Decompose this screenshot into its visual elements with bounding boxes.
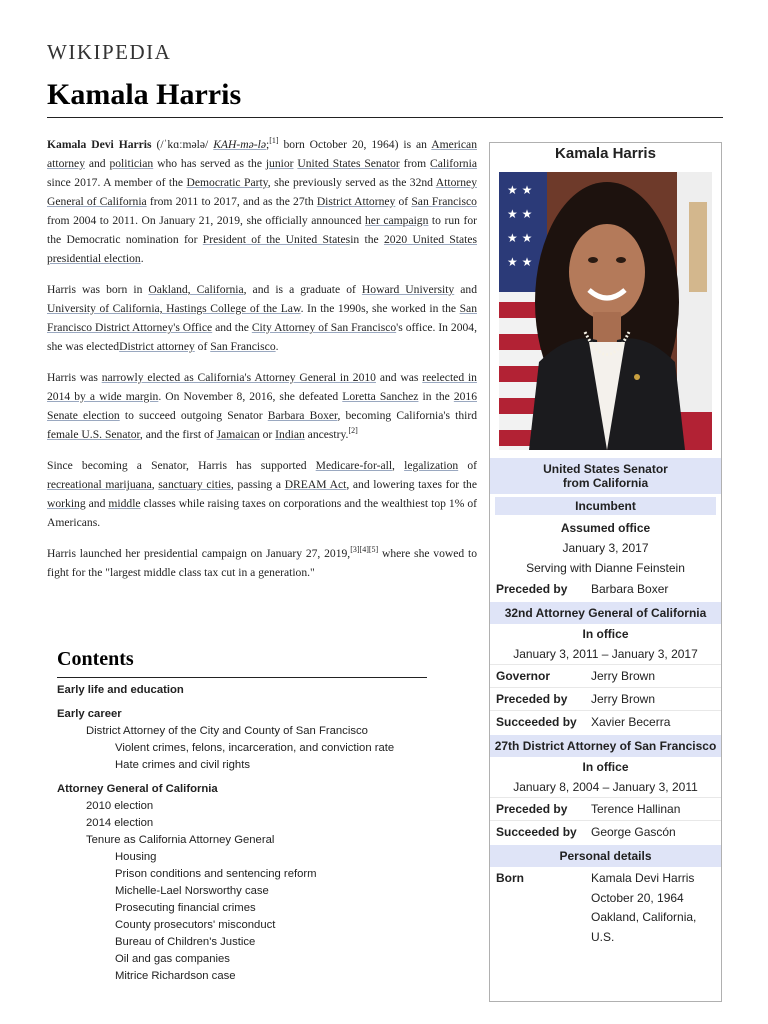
serving-with: Serving with Dianne Feinstein: [526, 561, 685, 575]
article-link[interactable]: President of the United States: [202, 233, 351, 246]
text-run: .: [140, 252, 144, 265]
office-senator-band: United States Senator from California: [490, 458, 721, 494]
toc-item[interactable]: County prosecutors' misconduct: [115, 919, 276, 931]
toc-item[interactable]: 2014 election: [86, 817, 154, 829]
article-link[interactable]: sanctuary cities: [158, 478, 231, 491]
lead-paragraph-4: [47, 456, 477, 532]
text-run: , passing a: [230, 478, 285, 491]
toc-list: [57, 682, 427, 985]
row-succeeded-by-2: [490, 710, 721, 733]
text-run: in the: [418, 390, 454, 403]
article-link[interactable]: female U.S. Senator: [47, 428, 140, 441]
article-link[interactable]: 2020 United States presidential election: [47, 233, 478, 265]
text-run: Harris was: [47, 371, 102, 384]
lead-paragraph-5: [47, 544, 477, 582]
text-run: of: [395, 195, 412, 208]
text-run: Harris was born in: [47, 283, 149, 296]
preceded-by-label: Preceded by: [496, 802, 568, 816]
infobox-title: Kamala Harris: [555, 145, 656, 162]
article-link[interactable]: San Francisco: [210, 340, 276, 353]
text-run: and: [85, 497, 109, 510]
born-label: Born: [496, 871, 524, 885]
text-run: from 2011 to 2017, and as the 27th: [146, 195, 317, 208]
office-district-attorney-band: 27th District Attorney of San Francisco: [490, 735, 721, 757]
article-link[interactable]: Democratic Party: [186, 176, 268, 189]
text-run: where she vowed to fight for the "largest middle class tax cut in a generation.": [47, 547, 477, 579]
text-run: 's office. In 2004, she was elected: [47, 321, 477, 353]
assumed-office-date: January 3, 2017: [562, 541, 649, 555]
toc-item[interactable]: Hate crimes and civil rights: [115, 759, 250, 771]
toc-item[interactable]: Michelle-Lael Norsworthy case: [115, 885, 269, 897]
text-run: of: [194, 340, 211, 353]
preceded-by-label: Preceded by: [496, 582, 568, 596]
portrait-photo: [499, 172, 712, 450]
text-run: born October 20, 1964) is an: [278, 138, 432, 151]
text-run: from 2004 to 2011. On January 21, 2019, she officially announced: [47, 214, 365, 227]
article-link[interactable]: attorney: [47, 157, 85, 170]
in-office-label: In office: [582, 627, 629, 641]
article-link[interactable]: KAH-mə-lə: [213, 138, 266, 151]
text-run: .: [275, 340, 279, 353]
text-run: of: [458, 459, 477, 472]
governor-value[interactable]: Jerry Brown: [591, 669, 656, 683]
text-run: , becoming California's third: [337, 409, 477, 422]
svg-text:★ ★: ★ ★: [507, 207, 533, 221]
page-title: Kamala Harris: [47, 78, 242, 111]
article-link[interactable]: DREAM Act: [284, 478, 347, 491]
text-run: Since becoming a Senator, Harris has supported: [47, 459, 316, 472]
text-run: , and is a graduate of: [243, 283, 362, 296]
governor-label: Governor: [496, 669, 551, 683]
born-name: Kamala Devi Harris: [591, 871, 695, 885]
article-link[interactable]: Howard University: [361, 283, 455, 296]
personal-details-band: Personal details: [490, 845, 721, 867]
citation-ref[interactable]: [3][4][5]: [350, 545, 379, 555]
article-link[interactable]: San Francisco: [411, 195, 477, 208]
in-office-label: In office: [582, 760, 629, 774]
article-lead: [47, 135, 477, 594]
text-run: ;: [266, 138, 270, 151]
article-link[interactable]: Indian: [275, 428, 305, 441]
text-run: . In the 1990s, she worked in the: [300, 302, 460, 315]
article-link[interactable]: Barbara Boxer: [267, 409, 338, 422]
toc-item[interactable]: District Attorney of the City and County of San Francisco: [86, 725, 368, 737]
infobox: [489, 142, 722, 1002]
article-link[interactable]: California: [429, 157, 477, 170]
svg-text:★ ★: ★ ★: [507, 231, 533, 245]
text-run: , she previously served as the 32nd: [267, 176, 436, 189]
article-link[interactable]: working: [47, 497, 86, 510]
row-governor: [490, 664, 721, 687]
text-run: (/ˈkɑːmələ/: [151, 138, 214, 151]
article-link[interactable]: Jamaican: [216, 428, 260, 441]
succeeded-by-label: Succeeded by: [496, 825, 577, 839]
table-of-contents: [57, 648, 427, 985]
contents-divider: [57, 677, 427, 678]
preceded-by-value[interactable]: Barbara Boxer: [591, 582, 669, 596]
article-link[interactable]: reelected in 2014 by a wide margin: [47, 371, 477, 403]
article-link[interactable]: legalization: [404, 459, 459, 472]
article-link[interactable]: narrowly elected as California's Attorney General in 2010: [101, 371, 376, 384]
toc-item[interactable]: Early career: [57, 708, 122, 720]
article-link[interactable]: junior: [265, 157, 294, 170]
incumbent-band: Incumbent: [495, 497, 716, 515]
toc-item[interactable]: Oil and gas companies: [115, 953, 230, 965]
text-run: ancestry.: [304, 428, 349, 441]
preceded-by-value[interactable]: Jerry Brown: [591, 692, 656, 706]
office-attorney-general-band: 32nd Attorney General of California: [490, 602, 721, 624]
article-link[interactable]: District attorney: [119, 340, 195, 353]
text-run: ,: [392, 459, 405, 472]
preceded-by-value[interactable]: Terence Hallinan: [591, 802, 681, 816]
contents-heading: Contents: [57, 648, 134, 670]
text-run: ,: [151, 478, 159, 491]
article-link[interactable]: recreational marijuana: [47, 478, 152, 491]
lead-paragraph-3: [47, 368, 477, 444]
lead-paragraph-1: [47, 135, 477, 268]
toc-item[interactable]: 2010 election: [86, 800, 154, 812]
toc-item[interactable]: Housing: [115, 851, 157, 863]
toc-item[interactable]: Prosecuting financial crimes: [115, 902, 256, 914]
article-link[interactable]: Loretta Sanchez: [342, 390, 419, 403]
text-run: and the: [212, 321, 252, 334]
row-preceded-by-3: [490, 797, 721, 820]
district-attorney-term: January 8, 2004 – January 3, 2011: [513, 780, 698, 794]
text-run: and: [85, 157, 110, 170]
born-place[interactable]: Oakland, California, U.S.: [591, 910, 697, 944]
preceded-by-label: Preceded by: [496, 692, 568, 706]
article-link[interactable]: District Attorney: [316, 195, 396, 208]
toc-item[interactable]: Early life and education: [57, 684, 184, 696]
text-run: since 2017. A member of the: [47, 176, 187, 189]
subject-name: Kamala Devi Harris: [47, 138, 152, 151]
text-run: Harris launched her presidential campaign on January 27, 2019,: [47, 547, 351, 560]
article-link[interactable]: United States Senator: [297, 157, 400, 170]
toc-item[interactable]: Mitrice Richardson case: [115, 970, 236, 982]
article-link[interactable]: 2016 Senate election: [47, 390, 478, 422]
article-link[interactable]: her campaign: [365, 214, 429, 227]
toc-item[interactable]: Bureau of Children's Justice: [115, 936, 256, 948]
born-value: [591, 867, 721, 947]
succeeded-by-value[interactable]: Xavier Becerra: [591, 715, 671, 729]
text-run: , and lowering taxes for the: [346, 478, 477, 491]
article-link[interactable]: Attorney General of California: [47, 176, 477, 208]
succeeded-by-label: Succeeded by: [496, 715, 577, 729]
toc-item[interactable]: Violent crimes, felons, incarceration, and conviction rate: [115, 742, 395, 754]
toc-item[interactable]: Attorney General of California: [57, 783, 218, 795]
article-link[interactable]: Medicare-for-all: [315, 459, 393, 472]
row-born: [490, 867, 721, 947]
attorney-general-term: January 3, 2011 – January 3, 2017: [513, 647, 698, 661]
article-link[interactable]: Oakland, California: [148, 283, 244, 296]
article-link[interactable]: San Francisco District Attorney's Office: [47, 302, 477, 334]
toc-item[interactable]: Prison conditions and sentencing reform: [115, 868, 317, 880]
article-link[interactable]: American: [431, 138, 477, 151]
text-run: . On November 8, 2016, she defeated: [158, 390, 343, 403]
svg-text:★ ★: ★ ★: [507, 255, 533, 269]
text-run: who has served as the: [153, 157, 266, 170]
text-run: , and the first of: [139, 428, 217, 441]
text-run: to succeed outgoing Senator: [119, 409, 268, 422]
row-succeeded-by-3: [490, 820, 721, 843]
toc-item[interactable]: Tenure as California Attorney General: [86, 834, 275, 846]
svg-text:★ ★: ★ ★: [507, 183, 533, 197]
succeeded-by-value[interactable]: George Gascón: [591, 825, 676, 839]
lead-paragraph-2: [47, 280, 477, 356]
citation-ref[interactable]: [2]: [348, 426, 358, 436]
text-run: or: [259, 428, 276, 441]
title-divider: [47, 117, 723, 118]
row-preceded-by-2: [490, 687, 721, 710]
assumed-office-label: Assumed office: [560, 521, 651, 535]
text-run: in the: [350, 233, 384, 246]
text-run: and was: [375, 371, 423, 384]
article-link[interactable]: politician: [109, 157, 154, 170]
citation-ref[interactable]: [1]: [269, 136, 279, 146]
wikipedia-logo[interactable]: WIKIPEDIA: [47, 40, 172, 64]
text-run: and: [454, 283, 478, 296]
text-run: from: [399, 157, 430, 170]
article-link[interactable]: City Attorney of San Francisco: [251, 321, 397, 334]
article-link[interactable]: middle: [108, 497, 141, 510]
text-run: to run for the Democratic nomination for: [47, 214, 477, 246]
text-run: classes while raising taxes on corporations and the wealthiest top 1% of Americans.: [47, 497, 477, 529]
born-date: October 20, 1964: [591, 890, 684, 905]
article-link[interactable]: University of California, Hastings College of the Law: [47, 302, 301, 315]
row-preceded-by-1: [490, 578, 721, 600]
